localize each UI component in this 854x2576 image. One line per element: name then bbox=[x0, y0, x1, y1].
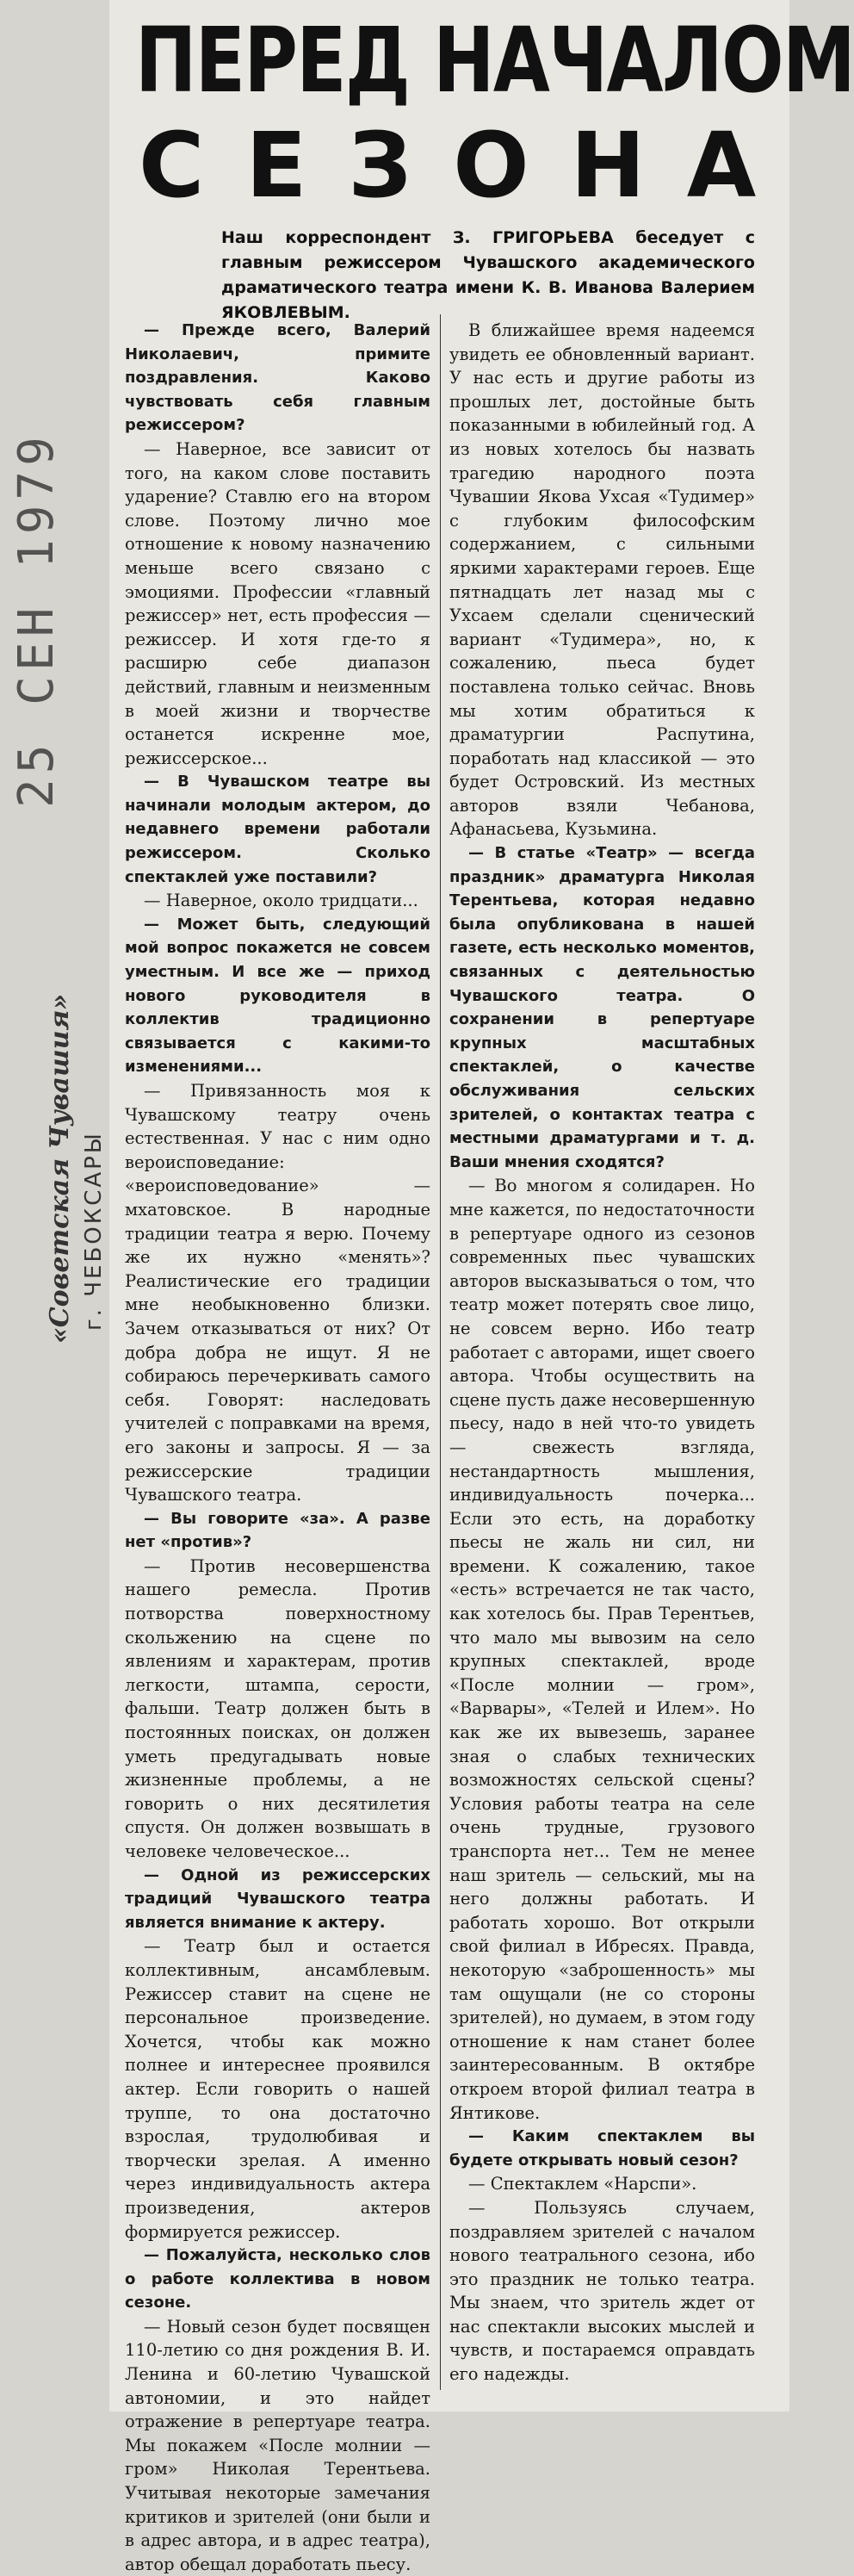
article-column-1 bbox=[125, 319, 430, 2574]
interview-question: — Одной из режиссерских традиций Чувашского театра является внимание к актеру. bbox=[125, 1865, 430, 1932]
interview-answer: — Наверное, все зависит от того, на каком слове поставить ударение? Ставлю его на втором слове. Поэтому лично мое отношение к новому назначению меньше всего связано с эмоциями. Профессии «главный режиссер» нет, есть профессия — режиссер. И хотя где-то я расширю себе диапазон действий, главным и неизменным в моей жизни и творчестве останется искренне мое, режиссерское... bbox=[125, 438, 430, 768]
date-stamp: 25 СЕН 1979 bbox=[9, 431, 65, 808]
headline-line-1: ПЕРЕД НАЧАЛОМ bbox=[135, 8, 854, 113]
lead-paragraph: Наш корреспондент З. ГРИГОРЬЕВА беседует с главным режиссером Чувашского академического драматического театра имени К. В. Иванова Валерием ЯКОВЛЕВЫМ. bbox=[221, 228, 755, 322]
interview-answer: — Спектаклем «Нарспи». bbox=[468, 2174, 697, 2194]
interview-question: — Каким спектаклем вы будете открывать новый сезон? bbox=[449, 2127, 755, 2169]
interview-question: — Может быть, следующий мой вопрос покажется не совсем уместным. И все же — приход нового руководителя в коллектив традиционно связывается с какими-то изменениями... bbox=[125, 915, 430, 1077]
interview-question: — В статье «Театр» — всегда праздник» драматурга Николая Терентьева, которая недавно была опубликована в нашей газете, есть несколько моментов, связанных с деятельностью Чувашского театра. О сохранении в репертуаре крупных масштабных спектаклей, о качестве обслуживания сельских зрителей, о контактах театра с местными драматургами и т. д. Ваши мнения сходятся? bbox=[449, 844, 755, 1171]
newspaper-clipping bbox=[109, 0, 854, 2574]
interview-answer: — Пользуясь случаем, поздравляем зрителей с началом нового театрального сезона, ибо это праздник не только театра. Мы знаем, что зритель ждет от нас спектакли высоких мыслей и чувств, и постараемся оправдать его надежды. bbox=[449, 2197, 755, 2385]
interview-answer: В ближайшее время надеемся увидеть ее обновленный вариант. У нас есть и другие работы из прошлых лет, достойные быть показанными в юбилейный год. А из новых хотелось бы назвать трагедию народного поэта Чувашии Якова Ухсая «Тудимер» с глубоким философским содержанием, с сильными яркими характерами героев. Еще пятнадцать лет назад мы с Ухсаем сделали сценический вариант «Тудимера», но, к сожалению, пьеса будет поставлена только сейчас. Вновь мы хотим обратиться к драматургии Распутина, поработать над классикой — это будет Островский. Из местных авторов взяли Чебанова, Афанасьева, Кузьмина. bbox=[449, 320, 755, 840]
interview-answer: — Во многом я солидарен. Но мне кажется, по недостаточности в репертуаре одного из сезонов современных пьес чувашских авторов высказываться о том, что театр может потерять свое лицо, не совсем верно. Ибо театр работает с авторами, ищет своего автора. Чтобы осуществить на сцене пусть даже несовершенную пьесу, надо в ней что-то увидеть — свежесть взгляда, нестандартность мышления, индивидуальность почерка... Если это есть, на доработку пьесы не жаль ни сил, ни времени. К сожалению, такое «есть» встречается не так часто, как хотелось бы. Прав Терентьев, что мало мы вывозим на село крупных спектаклей, вроде «После молнии — гром», «Варвары», «Телей и Илем». Но как же их вывезешь, заранее зная о слабых технических возможностях сельской сцены? Условия работы театра на селе очень трудные, грузового транспорта нет... Тем не менее наш зритель — сельский, мы на него должны работать. И работать хорошо. Вот открыли свой филиал в Ибресях. Правда, некоторую «заброшенность» мы там ощущали (не со стороны зрителей), но думаем, в этом году отношение к нам станет более заинтересованным. В октябре откроем второй филиал театра в Янтикове. bbox=[449, 1176, 755, 2123]
interview-answer: — Театр был и остается коллективным, ансамблевым. Режиссер ставит на сцене не персональное произведение. Хочется, чтобы как можно полнее и интереснее проявился актер. Если говорить о нашей труппе, то она достаточно взрослая, трудолюбивая и творчески зрелая. А именно через индивидуальность актера произведения, актеров формируется режиссер. bbox=[125, 1936, 430, 2242]
interview-question: — В Чувашском театре вы начинали молодым актером, до недавнего времени работали режиссером. Сколько спектаклей уже поставили? bbox=[125, 773, 430, 886]
newspaper-name-stamp: «Советская Чувашия» bbox=[45, 993, 75, 1344]
city-stamp: г. ЧЕБОКСАРЫ bbox=[81, 1131, 107, 1331]
interview-question: — Пожалуйста, несколько слов о работе коллектива в новом сезоне. bbox=[125, 2246, 430, 2312]
interview-answer: — Против несовершенства нашего ремесла. Против потворства поверхностному скольжению на сцене по явлениям и характерам, против легкости, штампа, серости, фальши. Театр должен быть в постоянных поисках, он должен уметь предугадывать новые жизненные проблемы, а не говорить о них десятилетия спустя. Он должен возвышать в человеке человеческое... bbox=[125, 1555, 430, 1861]
headline-line-2: СЕЗОНА bbox=[139, 113, 798, 218]
interview-question: — Прежде всего, Валерий Николаевич, примите поздравления. Каково чувствовать себя главным режиссером? bbox=[125, 321, 430, 435]
interview-answer: — Новый сезон будет посвящен 110-летию со дня рождения В. И. Ленина и 60-летию Чувашской автономии, и это найдет отражение в репертуаре театра. Мы покажем «После молнии — гром» Николая Терентьева. Учитывая некоторые замечания критиков и зрителей (они были и в адрес автора, и в адрес театра), автор обещал доработать пьесу. bbox=[125, 2316, 430, 2574]
column-divider bbox=[440, 314, 441, 2390]
interview-answer: — Наверное, около тридцати... bbox=[144, 891, 418, 911]
interview-answer: — Привязанность моя к Чувашскому театру очень естественная. У нас с ним одно вероисповедание: «вероисповедование» — мхатовское. В народные традиции театра я верю. Почему же их нужно «менять»? Реалистические его традиции мне необыкновенно близки. Зачем отказываться от них? От добра добра не ищут. Я не собираюсь перечеркивать самого себя. Говорят: наследовать учителей с поправками на время, его законы и запросы. Я — за режиссерские традиции Чувашского театра. bbox=[125, 1081, 430, 1505]
article-column-2 bbox=[449, 319, 755, 2394]
interview-question: — Вы говорите «за». А разве нет «против»? bbox=[125, 1509, 430, 1552]
